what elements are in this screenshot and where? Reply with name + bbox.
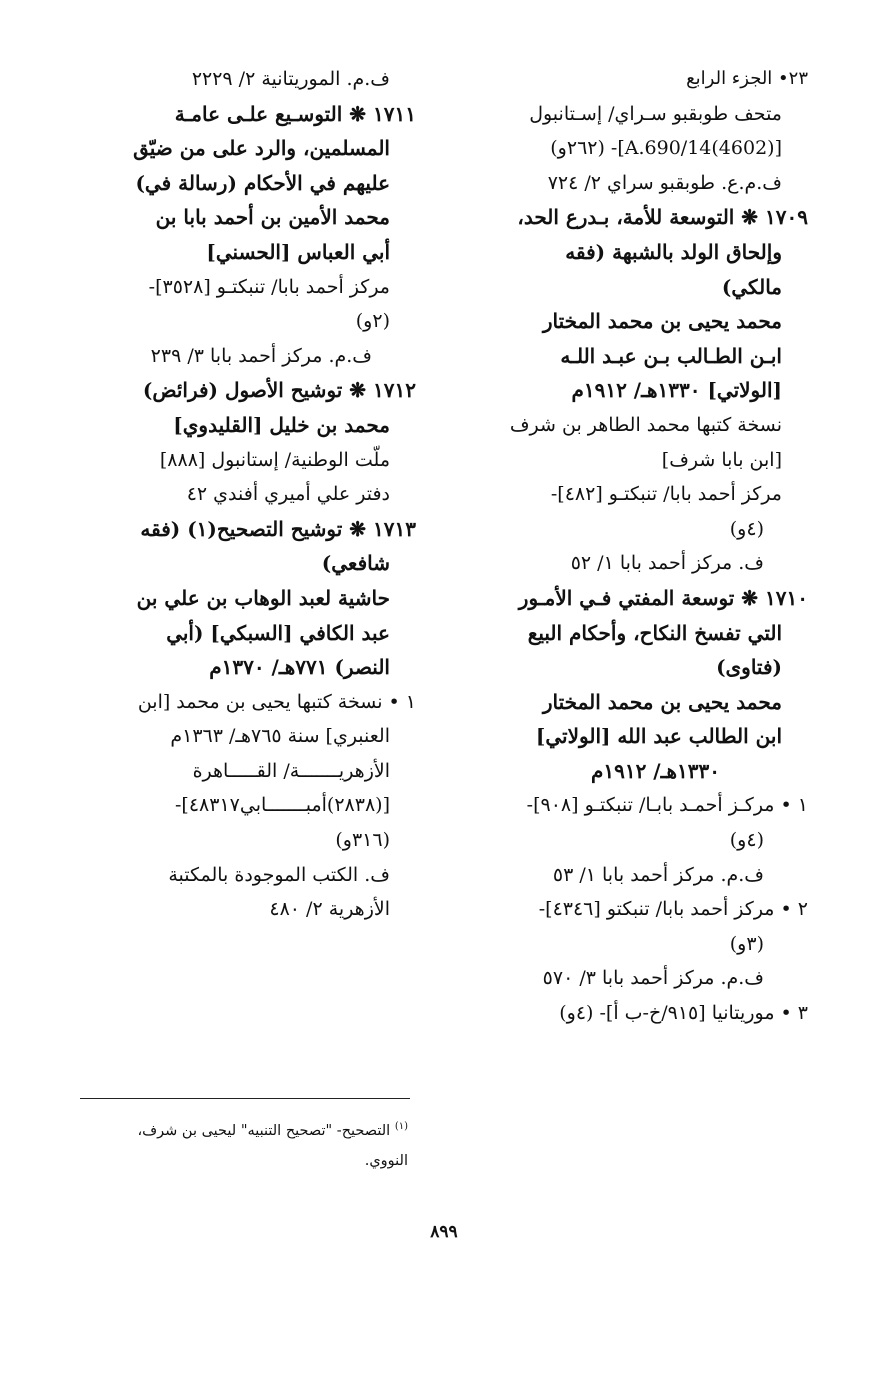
right-column [456, 62, 808, 1031]
text-line: ف. الكتب الموجودة بالمكتبة [168, 863, 390, 886]
text-line: [A.690/14(4602)]- (٢٦٢و) [550, 137, 782, 160]
text-line: [ابن بابا شرف] [661, 448, 782, 471]
text-line: الأزهرية ٢/ ٤٨٠ [269, 898, 390, 921]
footnote-line-1 [78, 1112, 408, 1146]
text-line: ف.م. مركز أحمد بابا ٣/ ٥٧٠ [542, 967, 764, 990]
text-line: مركز أحمد بابا/ تنبكتـو [٤٨٢]- [550, 483, 782, 506]
entry-heading-1710: ١٧١٠ ❋ توسعة المفتي فـي الأمـور [518, 585, 808, 610]
text-line: ف.م. الموريتانية ٢/ ٢٢٢٩ [191, 68, 390, 90]
footnote [78, 1112, 408, 1176]
text-line: العنبري] سنة ٧٦٥هـ/ ١٣٦٣م [170, 725, 390, 748]
author-line: [الولاتي] ١٣٣٠هـ/ ١٩١٢م [571, 378, 782, 403]
footnote-line-2: النووي. [364, 1152, 408, 1169]
text-line: (٤و) [729, 517, 764, 540]
author-line: ١٣٣٠هـ/ ١٩١٢م [590, 758, 720, 783]
author-line: محمد يحيى بن محمد المختار [542, 309, 782, 334]
entry-heading-1712: ١٧١٢ ❋ توشيح الأصول (فرائض) [142, 378, 416, 403]
page-number: ٨٩٩ [430, 1222, 458, 1242]
author-line: النصر) ٧٧١هـ/ ١٣٧٠م [209, 655, 390, 680]
footnote-marker: (١) [394, 1121, 408, 1132]
author-line: ابن الطالب عبد الله [الولاتي] [535, 724, 782, 749]
entry-title-line: شافعي) [321, 551, 390, 576]
text-line: (٣١٦و) [335, 829, 390, 852]
text-line: [(٢٨٣٨)أمبـــــــابي٤٨٣١٧]- [174, 794, 390, 817]
entry-heading-1709: ١٧٠٩ ❋ التوسعة للأمة، بـدرع الحد، [517, 205, 808, 230]
text-line: ف. مركز أحمد بابا ١/ ٥٢ [570, 552, 764, 575]
text-line: (٤و) [729, 829, 764, 852]
entry-title-line: التي تفسخ النكاح، وأحكام البيع [527, 620, 782, 645]
text-line: (٣و) [729, 932, 764, 955]
text-line: دفتر علي أميري أفندي ٤٢ [186, 483, 390, 506]
text-line: مركز أحمد بابا/ تنبكتـو [٣٥٢٨]- [148, 275, 390, 298]
text-line: الأزهريـــــــة/ القـــــاهرة [192, 759, 390, 782]
text-line: متحف طوبقبو سـراي/ إسـتانبول [529, 102, 782, 125]
copy-line: ٢ • مركز أحمد بابا/ تنبكتو [٤٣٤٦]- [538, 898, 808, 921]
text-line: ف.م. مركز أحمد بابا ٣/ ٢٣٩ [150, 344, 372, 367]
footnote-text: التصحيح- "تصحيح التنبيه" ليحيى بن شرف، [137, 1122, 391, 1139]
author-line: محمد يحيى بن محمد المختار [542, 689, 782, 714]
left-column [74, 62, 416, 927]
footnote-separator [80, 1098, 410, 1099]
author-line: محمد بن خليل [القليدوي] [173, 412, 390, 437]
author-line: ابـن الطـالب بـن عبـد اللـه [560, 343, 782, 368]
author-line: عبد الكافي [السبكي] (أبي [166, 620, 390, 645]
running-header: ٢٣• الجزء الرابع [686, 68, 808, 89]
entry-heading-1711: ١٧١١ ❋ التوسـيع علـى عامـة [174, 101, 416, 126]
author-line: أبي العباس [الحسني] [206, 239, 390, 264]
copy-line: ١ • نسخة كتبها يحيى بن محمد [ابن [137, 690, 416, 713]
text-line: نسخة كتبها محمد الطاهر بن شرف [509, 413, 782, 436]
text-line: (٢و) [355, 310, 390, 333]
entry-title-line: (فتاوى) [716, 655, 782, 680]
entry-title-line: المسلمين، والرد على من ضيّق [133, 136, 390, 161]
text-line: ف.م. مركز أحمد بابا ١/ ٥٣ [552, 863, 764, 886]
entry-title-line: مالكي) [721, 274, 782, 299]
text-line: ملّت الوطنية/ إستانبول [٨٨٨] [159, 448, 390, 471]
entry-title-line: وإلحاق الولد بالشبهة (فقه [565, 239, 782, 264]
copy-line: ٣ • موريتانيا [٩١٥/خ-ب أ]- (٤و) [559, 1002, 808, 1025]
author-line: محمد الأمين بن أحمد بابا بن [155, 205, 390, 230]
text-line: ف.م.ع. طوبقبو سراي ٢/ ٧٢٤ [547, 171, 782, 194]
author-line: حاشية لعبد الوهاب بن علي بن [136, 585, 390, 610]
entry-title-line: عليهم في الأحكام (رسالة في) [135, 170, 390, 195]
entry-heading-1713: ١٧١٣ ❋ توشيح التصحيح(١) (فقه [140, 516, 416, 541]
copy-line: ١ • مركـز أحمـد بابـا/ تنبكتـو [٩٠٨]- [526, 794, 808, 817]
